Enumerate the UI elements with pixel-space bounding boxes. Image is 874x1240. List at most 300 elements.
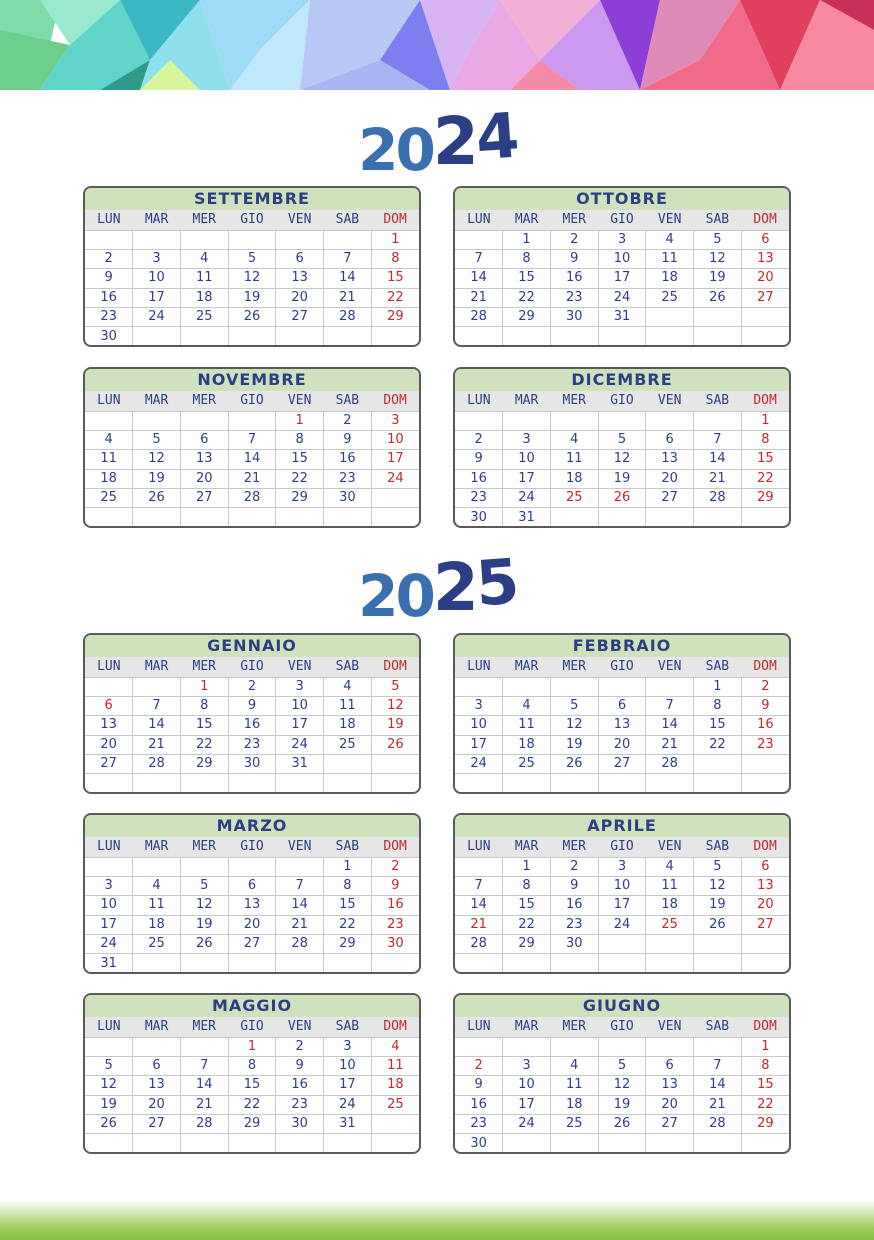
weekday-header: GIO xyxy=(598,1017,646,1037)
month-title: APRILE xyxy=(455,815,789,837)
empty-day-cell xyxy=(133,677,181,696)
day-cell: 17 xyxy=(133,288,181,307)
empty-day-cell xyxy=(503,677,551,696)
empty-day-cell xyxy=(324,755,372,774)
day-cell: 30 xyxy=(276,1115,324,1134)
weekday-header: SAB xyxy=(324,210,372,230)
day-cell: 22 xyxy=(180,735,228,754)
weekday-header: MAR xyxy=(133,837,181,857)
day-cell: 16 xyxy=(371,896,419,915)
empty-day-cell xyxy=(228,508,276,527)
week-row xyxy=(455,954,789,973)
day-cell: 28 xyxy=(324,308,372,327)
day-cell: 13 xyxy=(646,1076,694,1095)
day-cell: 23 xyxy=(550,915,598,934)
day-cell: 21 xyxy=(694,1095,742,1114)
weekday-header: MAR xyxy=(133,1017,181,1037)
day-cell: 3 xyxy=(133,249,181,268)
empty-day-cell xyxy=(503,411,551,430)
weekday-header: LUN xyxy=(455,210,503,230)
empty-day-cell xyxy=(276,327,324,346)
day-cell: 15 xyxy=(371,269,419,288)
day-cell: 11 xyxy=(503,716,551,735)
week-row xyxy=(455,716,789,735)
day-cell: 13 xyxy=(741,876,789,895)
day-cell: 8 xyxy=(228,1056,276,1075)
weekday-header: MER xyxy=(180,210,228,230)
day-cell: 15 xyxy=(503,269,551,288)
week-row xyxy=(85,249,419,268)
day-cell: 26 xyxy=(371,735,419,754)
day-cell: 2 xyxy=(228,677,276,696)
weekday-header: DOM xyxy=(741,1017,789,1037)
empty-day-cell xyxy=(133,327,181,346)
week-row xyxy=(85,915,419,934)
year-heading-2024 xyxy=(0,98,874,184)
empty-day-cell xyxy=(133,857,181,876)
day-cell: 26 xyxy=(598,1115,646,1134)
week-row xyxy=(85,308,419,327)
day-cell: 30 xyxy=(455,1134,503,1153)
day-cell: 30 xyxy=(455,508,503,527)
week-row xyxy=(455,1134,789,1153)
day-cell: 29 xyxy=(503,935,551,954)
week-row xyxy=(455,677,789,696)
day-cell: 28 xyxy=(276,935,324,954)
empty-day-cell xyxy=(180,230,228,249)
day-cell: 21 xyxy=(646,735,694,754)
day-cell: 12 xyxy=(694,249,742,268)
day-cell: 10 xyxy=(324,1056,372,1075)
month-grid xyxy=(455,391,789,527)
empty-day-cell xyxy=(85,857,133,876)
empty-day-cell xyxy=(85,230,133,249)
day-cell: 14 xyxy=(455,896,503,915)
polygon-banner-art xyxy=(0,0,874,90)
month-title: MARZO xyxy=(85,815,419,837)
day-cell: 28 xyxy=(694,489,742,508)
day-cell: 11 xyxy=(133,896,181,915)
day-cell: 18 xyxy=(324,716,372,735)
year-heading-2025 xyxy=(0,544,874,630)
day-cell: 23 xyxy=(550,288,598,307)
empty-day-cell xyxy=(276,230,324,249)
day-cell: 3 xyxy=(503,1056,551,1075)
empty-day-cell xyxy=(741,774,789,793)
day-cell: 22 xyxy=(371,288,419,307)
day-cell: 28 xyxy=(455,935,503,954)
day-cell: 16 xyxy=(324,450,372,469)
day-cell: 31 xyxy=(324,1115,372,1134)
day-cell: 1 xyxy=(276,411,324,430)
day-cell: 4 xyxy=(646,230,694,249)
day-cell: 23 xyxy=(371,915,419,934)
empty-day-cell xyxy=(180,508,228,527)
day-cell: 14 xyxy=(694,450,742,469)
day-cell: 23 xyxy=(276,1095,324,1114)
week-row xyxy=(85,696,419,715)
day-cell: 14 xyxy=(694,1076,742,1095)
weekday-header: MER xyxy=(550,837,598,857)
day-cell: 7 xyxy=(646,696,694,715)
day-cell: 22 xyxy=(503,915,551,934)
day-cell: 3 xyxy=(598,857,646,876)
empty-day-cell xyxy=(598,508,646,527)
week-row xyxy=(455,896,789,915)
day-cell: 30 xyxy=(550,935,598,954)
weekday-header: LUN xyxy=(455,837,503,857)
day-cell: 9 xyxy=(455,1076,503,1095)
weekday-header: VEN xyxy=(276,657,324,677)
empty-day-cell xyxy=(550,1134,598,1153)
day-cell: 16 xyxy=(85,288,133,307)
empty-day-cell xyxy=(324,327,372,346)
week-row xyxy=(455,249,789,268)
day-cell: 23 xyxy=(85,308,133,327)
day-cell: 5 xyxy=(133,430,181,449)
empty-day-cell xyxy=(133,954,181,973)
empty-day-cell xyxy=(228,230,276,249)
day-cell: 2 xyxy=(85,249,133,268)
day-cell: 24 xyxy=(276,735,324,754)
weekday-header: SAB xyxy=(694,657,742,677)
day-cell: 16 xyxy=(455,469,503,488)
day-cell: 27 xyxy=(85,755,133,774)
week-row xyxy=(85,774,419,793)
empty-day-cell xyxy=(550,327,598,346)
day-cell: 28 xyxy=(455,308,503,327)
day-cell: 7 xyxy=(694,1056,742,1075)
empty-day-cell xyxy=(371,774,419,793)
weekday-header: GIO xyxy=(228,657,276,677)
day-cell: 13 xyxy=(646,450,694,469)
day-cell: 5 xyxy=(694,857,742,876)
empty-day-cell xyxy=(85,1037,133,1056)
empty-day-cell xyxy=(85,411,133,430)
day-cell: 16 xyxy=(550,269,598,288)
day-cell: 8 xyxy=(694,696,742,715)
day-cell: 20 xyxy=(228,915,276,934)
day-cell: 6 xyxy=(85,696,133,715)
week-row xyxy=(85,1134,419,1153)
day-cell: 7 xyxy=(455,249,503,268)
empty-day-cell xyxy=(455,954,503,973)
week-row xyxy=(85,876,419,895)
day-cell: 19 xyxy=(228,288,276,307)
empty-day-cell xyxy=(598,1134,646,1153)
day-cell: 25 xyxy=(646,915,694,934)
footer-green-band xyxy=(0,1200,874,1240)
weekday-header: DOM xyxy=(371,1017,419,1037)
day-cell: 24 xyxy=(598,288,646,307)
empty-day-cell xyxy=(324,230,372,249)
week-row xyxy=(85,430,419,449)
day-cell: 9 xyxy=(455,450,503,469)
empty-day-cell xyxy=(455,677,503,696)
day-cell: 25 xyxy=(133,935,181,954)
day-cell: 23 xyxy=(324,469,372,488)
empty-day-cell xyxy=(276,508,324,527)
empty-day-cell xyxy=(371,1134,419,1153)
empty-day-cell xyxy=(741,508,789,527)
empty-day-cell xyxy=(133,508,181,527)
day-cell: 29 xyxy=(371,308,419,327)
day-cell: 25 xyxy=(503,755,551,774)
day-cell: 9 xyxy=(228,696,276,715)
year-digit: 2 xyxy=(358,562,396,630)
day-cell: 25 xyxy=(550,489,598,508)
empty-day-cell xyxy=(741,308,789,327)
weekday-header: SAB xyxy=(324,1017,372,1037)
day-cell: 29 xyxy=(180,755,228,774)
day-cell: 13 xyxy=(228,896,276,915)
day-cell: 5 xyxy=(694,230,742,249)
weekday-header: VEN xyxy=(276,1017,324,1037)
empty-day-cell xyxy=(276,774,324,793)
weekday-header: GIO xyxy=(228,837,276,857)
month-grid xyxy=(85,1017,419,1153)
day-cell: 28 xyxy=(180,1115,228,1134)
empty-day-cell xyxy=(550,508,598,527)
weekday-header: LUN xyxy=(85,210,133,230)
day-cell: 3 xyxy=(276,677,324,696)
empty-day-cell xyxy=(133,230,181,249)
empty-day-cell xyxy=(503,954,551,973)
weekday-header: SAB xyxy=(694,1017,742,1037)
weekday-header: DOM xyxy=(741,657,789,677)
empty-day-cell xyxy=(228,411,276,430)
day-cell: 24 xyxy=(133,308,181,327)
empty-day-cell xyxy=(598,1037,646,1056)
month-calendar xyxy=(453,367,791,528)
day-cell: 4 xyxy=(550,430,598,449)
day-cell: 2 xyxy=(550,230,598,249)
day-cell: 9 xyxy=(550,249,598,268)
day-cell: 19 xyxy=(550,735,598,754)
empty-day-cell xyxy=(228,774,276,793)
day-cell: 18 xyxy=(85,469,133,488)
weekday-header: MER xyxy=(550,1017,598,1037)
day-cell: 13 xyxy=(276,269,324,288)
week-row xyxy=(455,1076,789,1095)
empty-day-cell xyxy=(646,774,694,793)
day-cell: 21 xyxy=(455,915,503,934)
day-cell: 4 xyxy=(503,696,551,715)
day-cell: 10 xyxy=(85,896,133,915)
day-cell: 28 xyxy=(646,755,694,774)
day-cell: 20 xyxy=(741,269,789,288)
day-cell: 12 xyxy=(598,1076,646,1095)
empty-day-cell xyxy=(276,1134,324,1153)
week-row xyxy=(85,1056,419,1075)
day-cell: 24 xyxy=(503,489,551,508)
day-cell: 1 xyxy=(324,857,372,876)
weekday-header: DOM xyxy=(371,391,419,411)
day-cell: 15 xyxy=(180,716,228,735)
day-cell: 1 xyxy=(371,230,419,249)
day-cell: 13 xyxy=(741,249,789,268)
day-cell: 19 xyxy=(133,469,181,488)
day-cell: 6 xyxy=(741,857,789,876)
day-cell: 9 xyxy=(371,876,419,895)
day-cell: 1 xyxy=(741,1037,789,1056)
day-cell: 9 xyxy=(85,269,133,288)
month-calendar xyxy=(83,367,421,528)
day-cell: 6 xyxy=(598,696,646,715)
weekday-header: LUN xyxy=(455,1017,503,1037)
month-title: GENNAIO xyxy=(85,635,419,657)
week-row xyxy=(455,508,789,527)
day-cell: 20 xyxy=(646,1095,694,1114)
day-cell: 25 xyxy=(550,1115,598,1134)
empty-day-cell xyxy=(133,1037,181,1056)
day-cell: 9 xyxy=(741,696,789,715)
month-grid xyxy=(85,837,419,973)
week-row xyxy=(455,411,789,430)
weekday-header: VEN xyxy=(646,1017,694,1037)
empty-day-cell xyxy=(228,954,276,973)
day-cell: 10 xyxy=(455,716,503,735)
empty-day-cell xyxy=(180,774,228,793)
day-cell: 21 xyxy=(276,915,324,934)
day-cell: 20 xyxy=(133,1095,181,1114)
weekday-header: GIO xyxy=(228,210,276,230)
day-cell: 26 xyxy=(180,935,228,954)
day-cell: 14 xyxy=(133,716,181,735)
empty-day-cell xyxy=(276,954,324,973)
day-cell: 15 xyxy=(276,450,324,469)
weekday-header: DOM xyxy=(741,391,789,411)
day-cell: 2 xyxy=(324,411,372,430)
day-cell: 11 xyxy=(550,1076,598,1095)
day-cell: 6 xyxy=(228,876,276,895)
weekday-header: MAR xyxy=(503,1017,551,1037)
day-cell: 19 xyxy=(85,1095,133,1114)
day-cell: 19 xyxy=(598,1095,646,1114)
empty-day-cell xyxy=(371,755,419,774)
day-cell: 5 xyxy=(550,696,598,715)
day-cell: 2 xyxy=(550,857,598,876)
day-cell: 7 xyxy=(694,430,742,449)
empty-day-cell xyxy=(85,774,133,793)
empty-day-cell xyxy=(324,774,372,793)
day-cell: 24 xyxy=(455,755,503,774)
day-cell: 28 xyxy=(694,1115,742,1134)
day-cell: 12 xyxy=(694,876,742,895)
day-cell: 10 xyxy=(276,696,324,715)
day-cell: 19 xyxy=(694,896,742,915)
day-cell: 27 xyxy=(180,489,228,508)
month-calendar xyxy=(83,633,421,794)
month-title: FEBBRAIO xyxy=(455,635,789,657)
day-cell: 1 xyxy=(180,677,228,696)
empty-day-cell xyxy=(228,857,276,876)
day-cell: 16 xyxy=(455,1095,503,1114)
day-cell: 12 xyxy=(133,450,181,469)
day-cell: 1 xyxy=(503,230,551,249)
year-digit: 2 xyxy=(358,116,396,184)
day-cell: 29 xyxy=(503,308,551,327)
weekday-header: GIO xyxy=(598,837,646,857)
day-cell: 15 xyxy=(324,896,372,915)
weekday-header: GIO xyxy=(598,657,646,677)
day-cell: 30 xyxy=(85,327,133,346)
day-cell: 22 xyxy=(503,288,551,307)
day-cell: 11 xyxy=(180,269,228,288)
weekday-header: VEN xyxy=(646,391,694,411)
day-cell: 1 xyxy=(694,677,742,696)
day-cell: 26 xyxy=(228,308,276,327)
empty-day-cell xyxy=(503,1134,551,1153)
weekday-header: MER xyxy=(550,657,598,677)
weekday-header: SAB xyxy=(694,391,742,411)
weekday-header: GIO xyxy=(228,1017,276,1037)
day-cell: 21 xyxy=(694,469,742,488)
empty-day-cell xyxy=(503,774,551,793)
week-row xyxy=(455,876,789,895)
day-cell: 27 xyxy=(741,288,789,307)
day-cell: 17 xyxy=(455,735,503,754)
month-title: SETTEMBRE xyxy=(85,188,419,210)
month-grid xyxy=(455,1017,789,1153)
empty-day-cell xyxy=(741,1134,789,1153)
day-cell: 5 xyxy=(85,1056,133,1075)
weekday-header: VEN xyxy=(276,391,324,411)
empty-day-cell xyxy=(455,230,503,249)
empty-day-cell xyxy=(598,954,646,973)
day-cell: 7 xyxy=(228,430,276,449)
empty-day-cell xyxy=(694,508,742,527)
day-cell: 10 xyxy=(598,876,646,895)
weekday-header: SAB xyxy=(324,657,372,677)
day-cell: 17 xyxy=(324,1076,372,1095)
weekday-header: LUN xyxy=(85,1017,133,1037)
weekday-header: DOM xyxy=(741,837,789,857)
month-grid xyxy=(85,657,419,793)
day-cell: 17 xyxy=(276,716,324,735)
day-cell: 26 xyxy=(550,755,598,774)
empty-day-cell xyxy=(85,508,133,527)
day-cell: 17 xyxy=(598,896,646,915)
weekday-header: VEN xyxy=(646,657,694,677)
weekday-header: VEN xyxy=(646,837,694,857)
day-cell: 3 xyxy=(598,230,646,249)
empty-day-cell xyxy=(694,411,742,430)
day-cell: 20 xyxy=(741,896,789,915)
weekday-header: GIO xyxy=(598,391,646,411)
day-cell: 5 xyxy=(371,677,419,696)
month-grid xyxy=(455,657,789,793)
day-cell: 5 xyxy=(180,876,228,895)
day-cell: 11 xyxy=(324,696,372,715)
day-cell: 30 xyxy=(324,489,372,508)
weekday-header: MAR xyxy=(133,210,181,230)
day-cell: 29 xyxy=(324,935,372,954)
weekday-header: MAR xyxy=(503,391,551,411)
day-cell: 31 xyxy=(503,508,551,527)
month-calendar xyxy=(83,186,421,347)
week-row xyxy=(455,230,789,249)
day-cell: 12 xyxy=(85,1076,133,1095)
empty-day-cell xyxy=(180,327,228,346)
day-cell: 31 xyxy=(598,308,646,327)
month-title: DICEMBRE xyxy=(455,369,789,391)
empty-day-cell xyxy=(455,774,503,793)
day-cell: 25 xyxy=(324,735,372,754)
weekday-header: LUN xyxy=(455,391,503,411)
day-cell: 6 xyxy=(276,249,324,268)
week-row xyxy=(85,489,419,508)
